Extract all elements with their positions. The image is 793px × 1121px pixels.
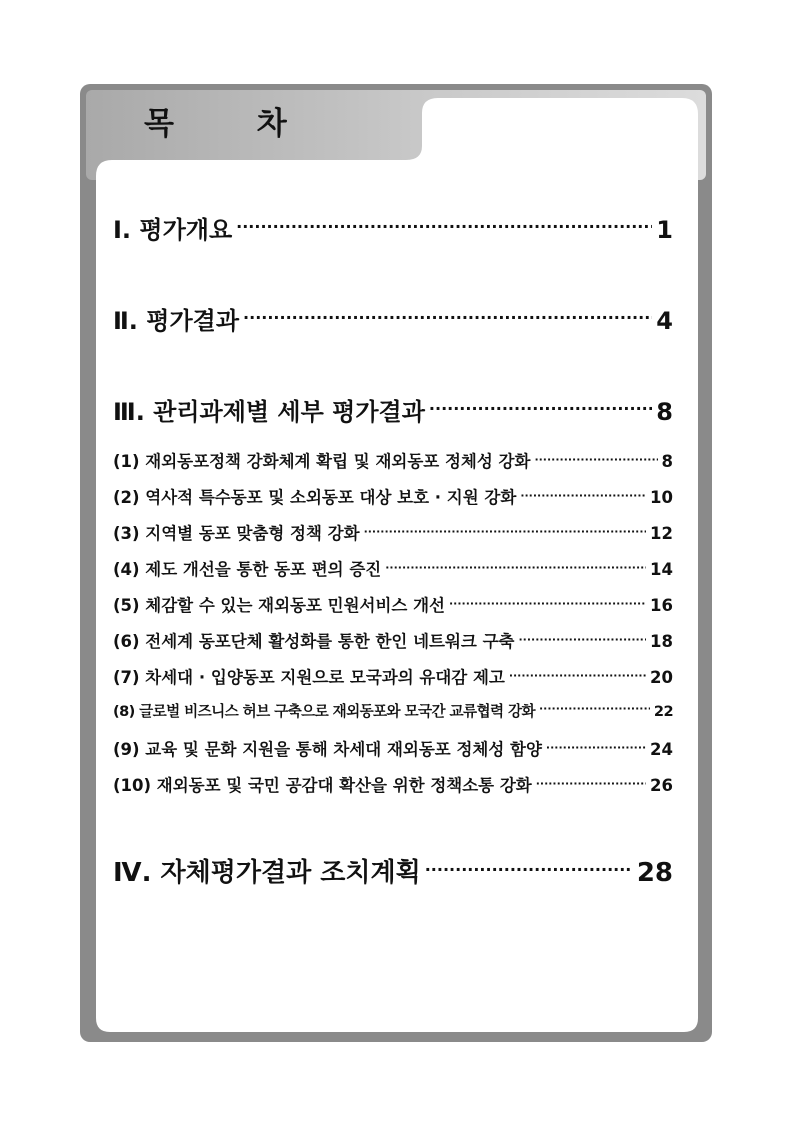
- toc-subentry-label: (2) 역사적 특수동포 및 소외동포 대상 보호 · 지원 강화: [113, 488, 517, 507]
- toc-entry-label: Ⅲ. 관리과제별 세부 평가결과: [113, 398, 425, 426]
- toc-subentry-6: [113, 628, 673, 652]
- dot-leader: [546, 739, 646, 756]
- dot-leader: [364, 523, 646, 540]
- toc-subentry-4: [113, 556, 673, 580]
- toc-subentry-9: [113, 736, 673, 760]
- toc-subentry-10: [113, 772, 673, 796]
- toc-subentry-label: (1) 재외동포정책 강화체계 확립 및 재외동포 정체성 강화: [113, 452, 531, 471]
- toc-entry-page: 8: [656, 398, 673, 426]
- toc-subentry-label: (10) 재외동포 및 국민 공감대 확산을 위한 정책소통 강화: [113, 776, 532, 795]
- toc-entry-label: Ⅳ. 자체평가결과 조치계획: [113, 858, 421, 888]
- toc-subentry-page: 12: [650, 524, 673, 543]
- toc-subentry-label: (4) 제도 개선을 통한 동포 편의 증진: [113, 560, 382, 579]
- toc-subentry-label: (9) 교육 및 문화 지원을 통해 차세대 재외동포 정체성 함양: [113, 740, 542, 759]
- toc-subentry-5: [113, 592, 673, 616]
- toc-subentry-1: [113, 448, 673, 472]
- toc-entry-2: [113, 301, 673, 336]
- toc-entry-label: Ⅱ. 평가결과: [113, 307, 240, 335]
- dot-leader: [519, 631, 647, 648]
- toc-subentry-2: [113, 484, 673, 508]
- toc-entry-4: [113, 852, 673, 889]
- dot-leader: [520, 487, 646, 504]
- dot-leader: [425, 855, 633, 881]
- dot-leader: [385, 559, 646, 576]
- page-title: 목 차: [144, 106, 323, 142]
- dot-leader: [534, 451, 657, 468]
- toc-entry-page: 1: [656, 216, 673, 244]
- toc-subentry-8: [113, 700, 673, 721]
- toc-subentry-3: [113, 520, 673, 544]
- toc-subentry-page: 14: [650, 560, 673, 579]
- toc-entry-label: Ⅰ. 평가개요: [113, 216, 233, 244]
- toc-subentry-page: 8: [661, 452, 673, 471]
- toc-subentry-page: 22: [653, 703, 673, 720]
- toc-subentry-label: (8) 글로벌 비즈니스 허브 구축으로 재외동포와 모국간 교류협력 강화: [113, 703, 535, 720]
- toc-subentry-label: (5) 체감할 수 있는 재외동포 민원서비스 개선: [113, 596, 445, 615]
- toc-subentry-page: 16: [650, 596, 673, 615]
- dot-leader: [509, 667, 646, 684]
- toc-entry-1: [113, 210, 673, 245]
- toc-subentry-page: 26: [650, 776, 673, 795]
- dot-leader: [429, 396, 652, 420]
- dot-leader: [536, 775, 646, 792]
- toc-subentry-page: 18: [650, 632, 673, 651]
- dot-leader: [539, 701, 650, 716]
- toc-subentry-page: 20: [650, 668, 673, 687]
- toc-subentry-label: (7) 차세대 · 입양동포 지원으로 모국과의 유대감 제고: [113, 668, 505, 687]
- toc-subentry-7: [113, 664, 673, 688]
- dot-leader: [243, 305, 652, 329]
- toc-entry-3: [113, 392, 673, 427]
- toc-entry-page: 4: [656, 307, 673, 335]
- toc-entry-page: 28: [636, 858, 673, 888]
- toc-subentry-label: (6) 전세계 동포단체 활성화를 통한 한인 네트워크 구축: [113, 632, 515, 651]
- toc-subentry-label: (3) 지역별 동포 맞춤형 정책 강화: [113, 524, 360, 543]
- toc-subentry-page: 10: [650, 488, 673, 507]
- dot-leader: [236, 214, 652, 238]
- toc-subentry-page: 24: [650, 740, 673, 759]
- dot-leader: [449, 595, 646, 612]
